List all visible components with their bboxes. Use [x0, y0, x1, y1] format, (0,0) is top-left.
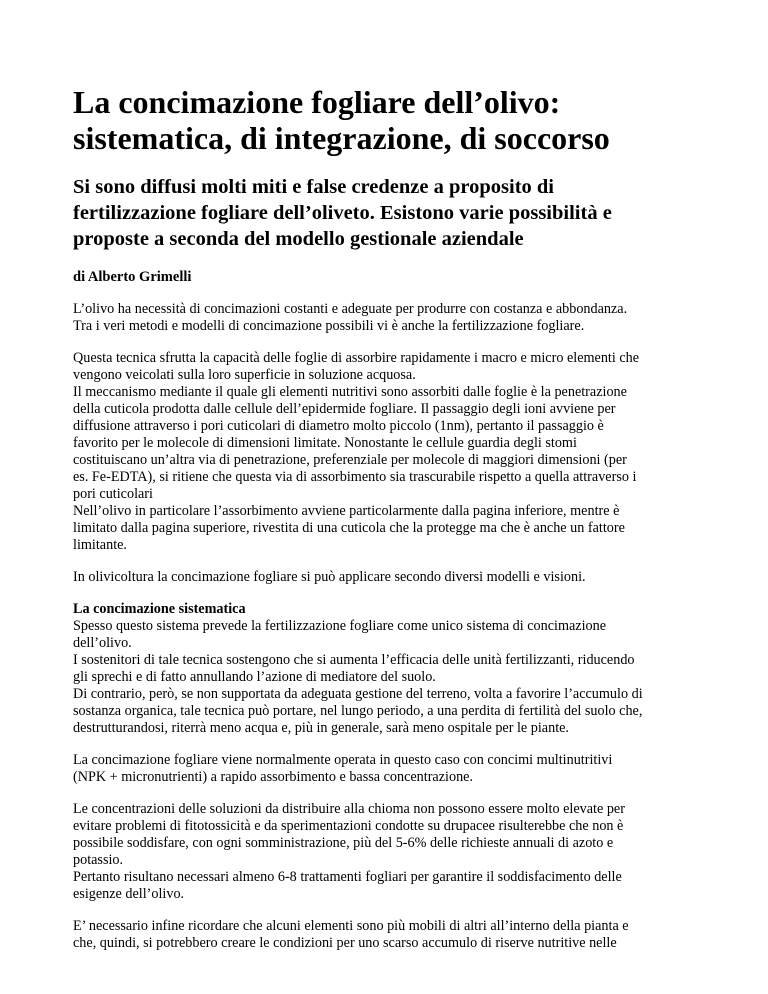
paragraph-line: Di contrario, però, se non supportata da adeguata gestione del terreno, volta a favorire l’accumulo di: [73, 686, 643, 702]
paragraph-line: Tra i veri metodi e modelli di concimazione possibili vi è anche la fertilizzazione fogliare.: [73, 318, 585, 334]
paragraph-line: della cuticola prodotta dalle cellule dell’epidermide fogliare. Il passaggio degli ioni avviene per: [73, 401, 616, 417]
article-paragraph: [73, 569, 738, 586]
paragraph-line: Le concentrazioni delle soluzioni da distribuire alla chioma non possono essere molto elevate per: [73, 801, 625, 817]
paragraph-line: dell’olivo.: [73, 635, 132, 651]
article-title: [73, 84, 738, 156]
paragraph-line: (NPK + micronutrienti) a rapido assorbimento e bassa concentrazione.: [73, 769, 474, 785]
paragraph-line: E’ necessario infine ricordare che alcuni elementi sono più mobili di altri all’interno della pianta e: [73, 918, 629, 934]
subtitle-line: fertilizzazione fogliare dell’oliveto. Esistono varie possibilità e: [73, 202, 612, 224]
paragraph-line: esigenze dell’olivo.: [73, 886, 185, 902]
paragraph-line: Pertanto risultano necessari almeno 6-8 trattamenti fogliari per garantire il soddisfacimento delle: [73, 869, 622, 885]
paragraph-line: Nell’olivo in particolare l’assorbimento avviene particolarmente dalla pagina inferiore, mentre è: [73, 503, 620, 519]
article-paragraph: [73, 801, 738, 903]
article-paragraph: [73, 752, 738, 786]
subtitle-line: Si sono diffusi molti miti e false credenze a proposito di: [73, 176, 554, 198]
paragraph-line: favorito per le molecole di dimensioni limitate. Nonostante le cellule guardia degli stomi: [73, 435, 577, 451]
section-heading: La concimazione sistematica: [73, 601, 246, 617]
article-paragraph: [73, 601, 738, 737]
article-paragraph: [73, 350, 738, 554]
paragraph-line: pori cuticolari: [73, 486, 153, 502]
paragraph-line: In olivicoltura la concimazione fogliare si può applicare secondo diversi modelli e visioni.: [73, 569, 586, 585]
title-line: La concimazione fogliare dell’olivo:: [73, 84, 561, 120]
paragraph-line: destrutturandosi, riterrà meno acqua e, più in generale, sarà meno ospitale per le piante.: [73, 720, 569, 736]
title-line: sistematica, di integrazione, di soccorso: [73, 120, 610, 156]
paragraph-line: gli sprechi e di fatto annullando l’azione di mediatore del suolo.: [73, 669, 436, 685]
paragraph-line: limitato dalla pagina superiore, rivestita di una cuticola che la protegge ma che è anche un fattore: [73, 520, 625, 536]
paragraph-line: diffusione attraverso i pori cuticolari di diametro molto piccolo (1nm), pertanto il passaggio è: [73, 418, 604, 434]
paragraph-line: evitare problemi di fitotossicità e da sperimentazioni condotte su drupacee risulterebbe che non è: [73, 818, 624, 834]
paragraph-line: vengono veicolati sulla loro superficie in soluzione acquosa.: [73, 367, 416, 383]
paragraph-line: Il meccanismo mediante il quale gli elementi nutritivi sono assorbiti dalle foglie è la penetrazione: [73, 384, 627, 400]
article-subtitle: [73, 174, 738, 252]
paragraph-line: Questa tecnica sfrutta la capacità delle foglie di assorbire rapidamente i macro e micro elementi che: [73, 350, 640, 366]
paragraph-line: costituiscano un’altra via di penetrazione, preferenziale per molecole di maggiori dimensioni (per: [73, 452, 627, 468]
paragraph-line: L’olivo ha necessità di concimazioni costanti e adeguate per produrre con costanza e abbondanza.: [73, 301, 628, 317]
article-body: [73, 301, 738, 952]
article-paragraph: [73, 918, 738, 952]
subtitle-line: proposte a seconda del modello gestionale aziendale: [73, 228, 524, 250]
paragraph-line: potassio.: [73, 852, 124, 868]
article-paragraph: [73, 301, 738, 335]
paragraph-line: Spesso questo sistema prevede la fertilizzazione fogliare come unico sistema di concimazione: [73, 618, 607, 634]
paragraph-line: possibile soddisfare, con ogni somministrazione, più del 5-6% delle richieste annuali di azoto e: [73, 835, 614, 851]
paragraph-line: che, quindi, si potrebbero creare le condizioni per uno scarso accumulo di riserve nutritive nelle: [73, 935, 617, 951]
article-author: di Alberto Grimelli: [73, 269, 192, 285]
paragraph-line: limitante.: [73, 537, 127, 553]
paragraph-line: es. Fe-EDTA), si ritiene che questa via di assorbimento sia trascurabile rispetto a quella attraverso i: [73, 469, 637, 485]
paragraph-line: I sostenitori di tale tecnica sostengono che si aumenta l’efficacia delle unità fertilizzanti, riducendo: [73, 652, 635, 668]
paragraph-line: sostanza organica, tale tecnica può portare, nel lungo periodo, a una perdita di fertilità del suolo che,: [73, 703, 643, 719]
paragraph-line: La concimazione fogliare viene normalmente operata in questo caso con concimi multinutritivi: [73, 752, 613, 768]
